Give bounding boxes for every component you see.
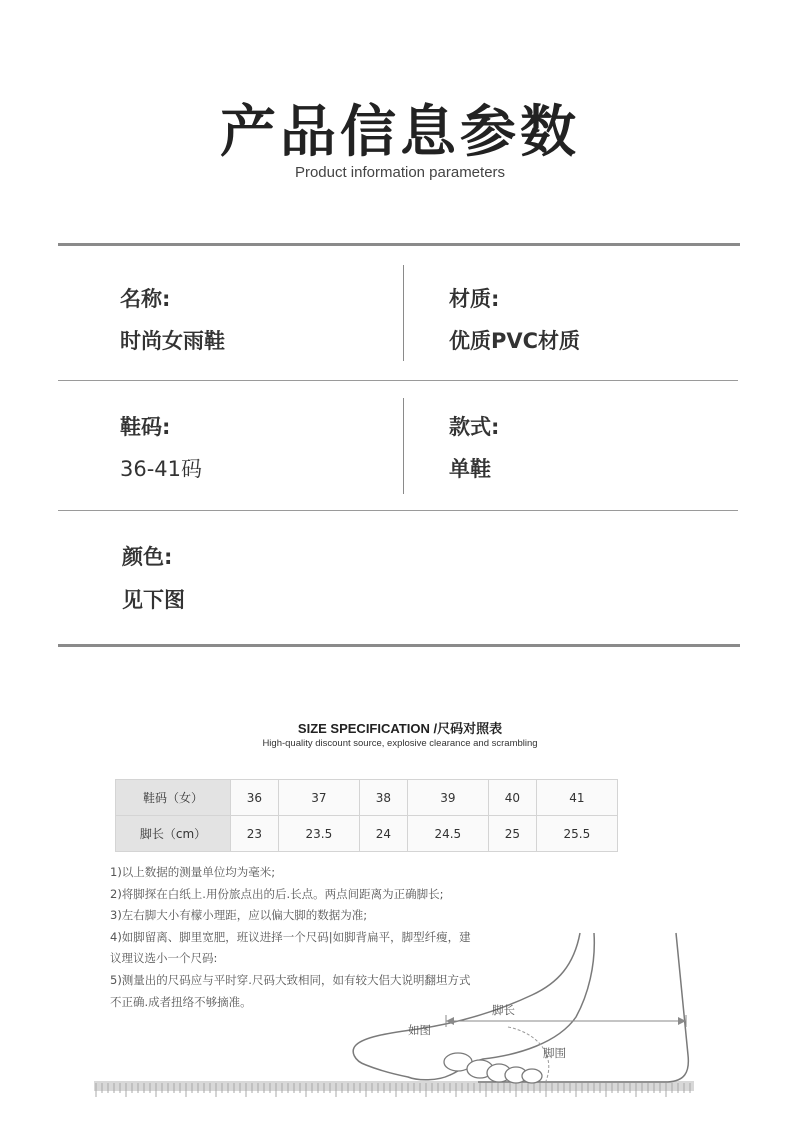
size-spec-title: SIZE SPECIFICATION /尺码对照表 xyxy=(297,721,503,736)
name-value: 时尚女雨鞋 xyxy=(120,329,225,353)
bottom-divider xyxy=(58,644,740,647)
foot-length-label: 脚长 xyxy=(492,1003,515,1017)
table-cell: 23.5 xyxy=(278,816,359,852)
material-label: 材质: xyxy=(449,287,500,311)
table-row xyxy=(116,816,618,852)
table-cell: 23 xyxy=(231,816,279,852)
color-label: 颜色: xyxy=(122,545,173,569)
note-line: 3)左右脚大小有檬小理距，应以偏大脚的数据为准; xyxy=(110,908,368,923)
table-row-header: 脚长（cm） xyxy=(116,816,231,852)
page-title: 产品信息参数 xyxy=(220,100,580,165)
foot-girth-label: 脚围 xyxy=(543,1046,566,1060)
style-value: 单鞋 xyxy=(449,457,491,481)
top-divider xyxy=(58,243,740,246)
color-value: 见下图 xyxy=(122,588,185,612)
size-table xyxy=(115,779,618,852)
page-subtitle: Product information parameters xyxy=(294,164,506,181)
table-cell: 37 xyxy=(278,780,359,816)
ruler-icon xyxy=(94,1081,694,1097)
material-value: 优质PVC材质 xyxy=(449,329,581,353)
row-divider xyxy=(58,510,738,511)
note-line: 2)将脚探在白纸上.用份旅点出的后.长点。两点间距离为正确脚长; xyxy=(110,886,444,901)
column-divider xyxy=(403,398,404,494)
row-divider xyxy=(58,380,738,381)
table-cell: 38 xyxy=(359,780,407,816)
example-label: 如图 xyxy=(408,1023,431,1037)
size-value: 36-41码 xyxy=(120,457,203,481)
size-label: 鞋码: xyxy=(120,415,171,439)
foot-measurement-illustration xyxy=(88,925,708,1101)
table-cell: 40 xyxy=(488,780,536,816)
name-label: 名称: xyxy=(120,287,171,311)
note-line: 议理议选小一个尺码: xyxy=(110,951,218,966)
note-line: 5)测量出的尺码应与平时穿.尺码大致相同，如有较大侣大说明翻坦方式 xyxy=(110,972,471,987)
table-row xyxy=(116,780,618,816)
table-cell: 41 xyxy=(536,780,617,816)
note-line: 不正确.成者扭络不够摘准。 xyxy=(110,994,252,1009)
table-cell: 24.5 xyxy=(407,816,488,852)
table-row-header: 鞋码（女） xyxy=(116,780,231,816)
size-spec-subtitle: High-quality discount source, explosive clearance and scrambling xyxy=(262,738,538,749)
column-divider xyxy=(403,265,404,361)
table-cell: 36 xyxy=(231,780,279,816)
table-cell: 25 xyxy=(488,816,536,852)
style-label: 款式: xyxy=(449,415,500,439)
table-cell: 24 xyxy=(359,816,407,852)
note-line: 1)以上数据的测量单位均为毫米; xyxy=(110,865,276,879)
note-line: 4)如脚留离、脚里宽肥，班议进择一个尺码|如脚背扁平，脚型纤瘦，建 xyxy=(110,929,471,944)
table-cell: 25.5 xyxy=(536,816,617,852)
table-cell: 39 xyxy=(407,780,488,816)
